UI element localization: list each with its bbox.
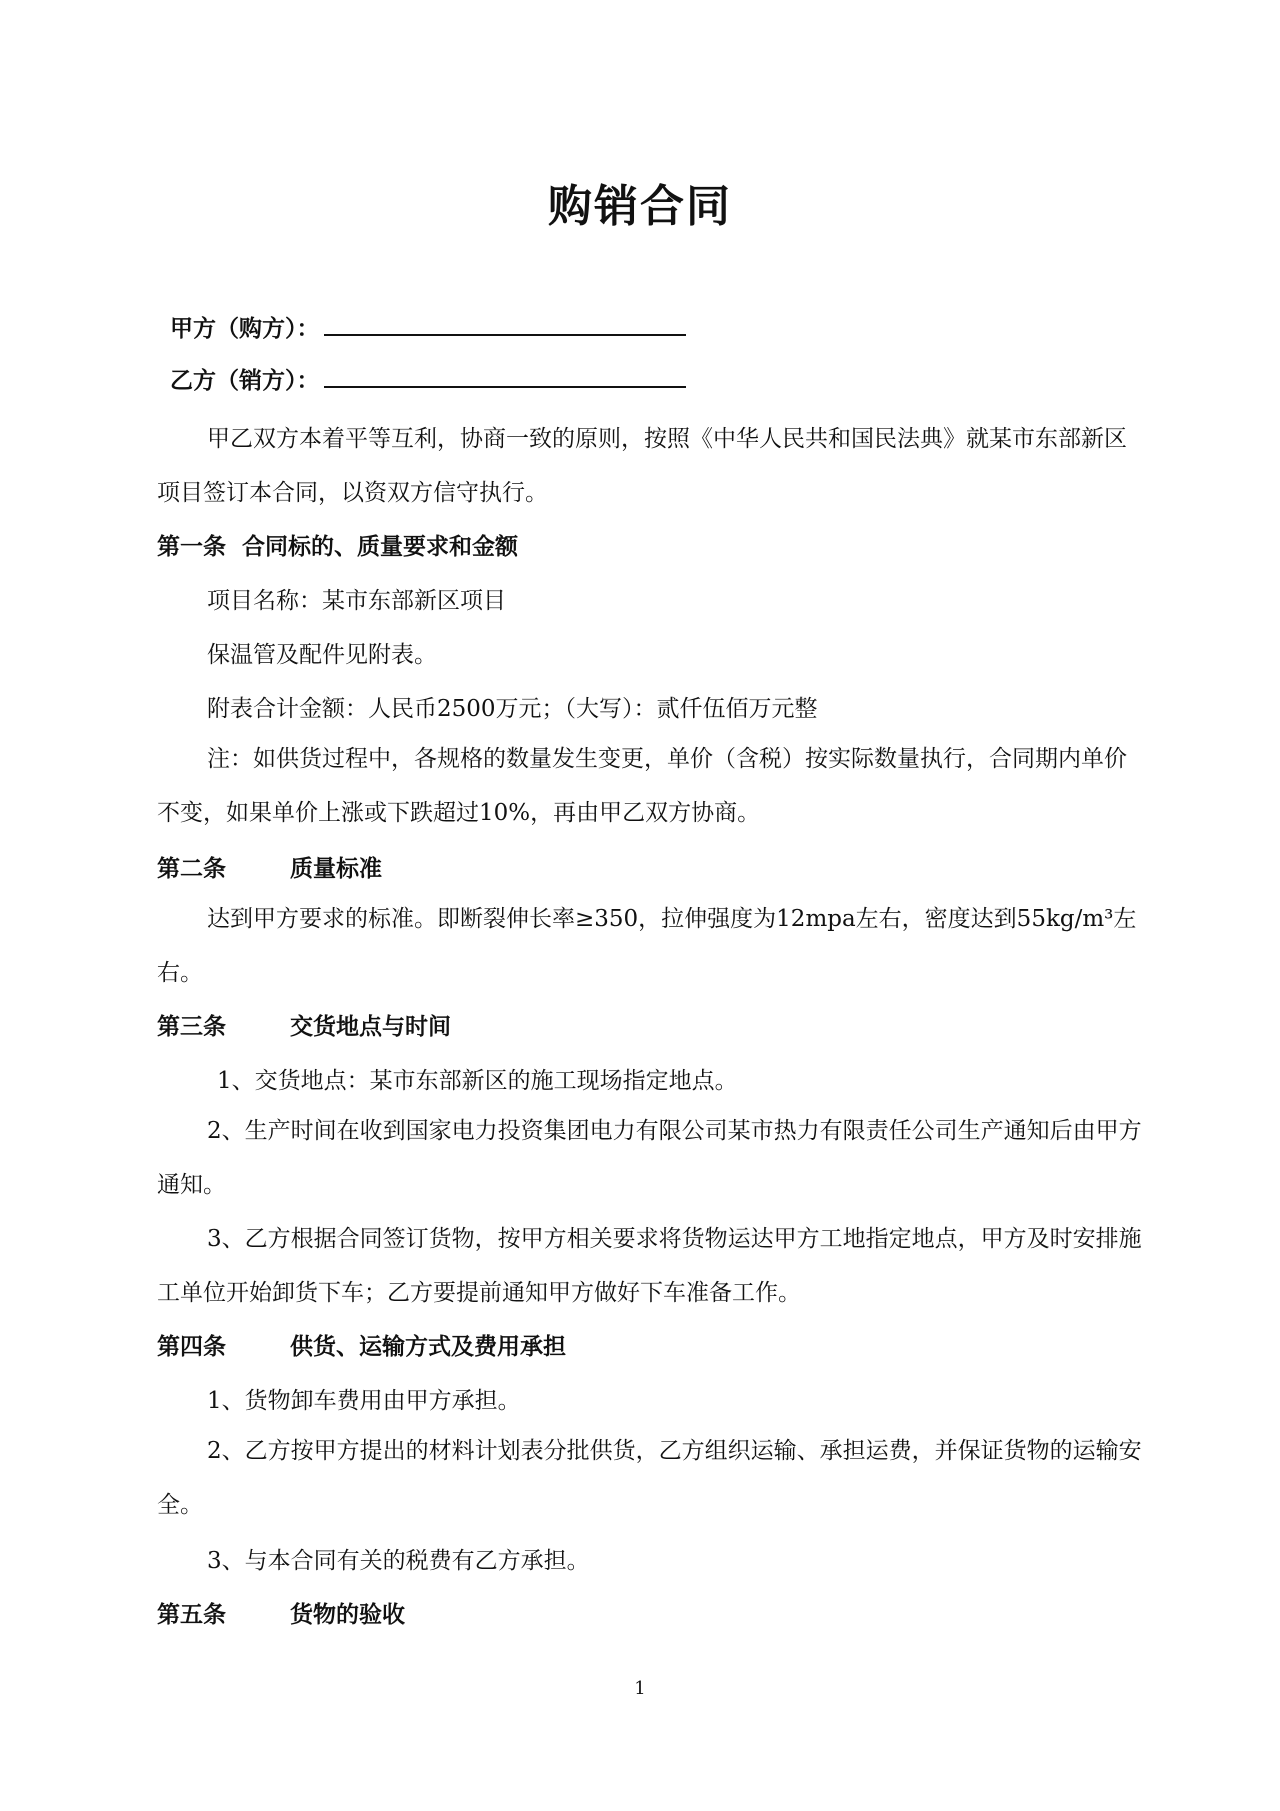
article-1-project: 项目名称：某市东部新区项目 (207, 588, 506, 614)
party-b-row (170, 362, 686, 395)
article-1-heading: 第一条 合同标的、质量要求和金额 (157, 533, 519, 560)
party-a-label: 甲方（购方）： (170, 315, 320, 342)
article-3-heading: 第三条 交货地点与时间 (157, 1013, 452, 1040)
document-title: 购销合同 (548, 181, 732, 232)
article-2-text: 达到甲方要求的标准。即断裂伸长率≥350，拉伸强度为12mpa左右，密度达到55kg/m³左右。 (157, 906, 1137, 986)
article-3-item-3: 3、乙方根据合同签订货物，按甲方相关要求将货物运达甲方工地指定地点，甲方及时安排施工单位开始卸货下车；乙方要提前通知甲方做好下车准备工作。 (157, 1226, 1142, 1306)
party-b-blank-line (324, 366, 686, 388)
article-1-note: 注：如供货过程中，各规格的数量发生变更，单价（含税）按实际数量执行，合同期内单价不变，如果单价上涨或下跌超过10%，再由甲乙双方协商。 (157, 746, 1127, 826)
page-number: 1 (634, 1678, 646, 1699)
article-2-heading: 第二条 质量标准 (157, 855, 383, 882)
article-4-item-3: 3、与本合同有关的税费有乙方承担。 (207, 1548, 590, 1574)
article-4-item-2: 2、乙方按甲方提出的材料计划表分批供货，乙方组织运输、承担运费，并保证货物的运输安全。 (157, 1438, 1142, 1518)
article-1-amount: 附表合计金额：人民币2500万元；（大写）：贰仟伍佰万元整 (207, 696, 818, 722)
party-a-row (170, 310, 686, 343)
party-a-blank-line (324, 314, 686, 336)
article-4-heading: 第四条 供货、运输方式及费用承担 (157, 1333, 567, 1360)
party-b-label: 乙方（销方）： (170, 367, 320, 394)
article-5-heading: 第五条 货物的验收 (157, 1601, 406, 1628)
article-3-item-1: 1、交货地点：某市东部新区的施工现场指定地点。 (217, 1068, 738, 1094)
article-4-item-1: 1、货物卸车费用由甲方承担。 (207, 1388, 521, 1414)
article-3-item-2: 2、生产时间在收到国家电力投资集团电力有限公司某市热力有限责任公司生产通知后由甲方通知。 (157, 1118, 1142, 1198)
article-1-attachment: 保温管及配件见附表。 (207, 642, 437, 668)
intro-paragraph: 甲乙双方本着平等互利，协商一致的原则，按照《中华人民共和国民法典》就某市东部新区项目签订本合同，以资双方信守执行。 (157, 426, 1127, 506)
